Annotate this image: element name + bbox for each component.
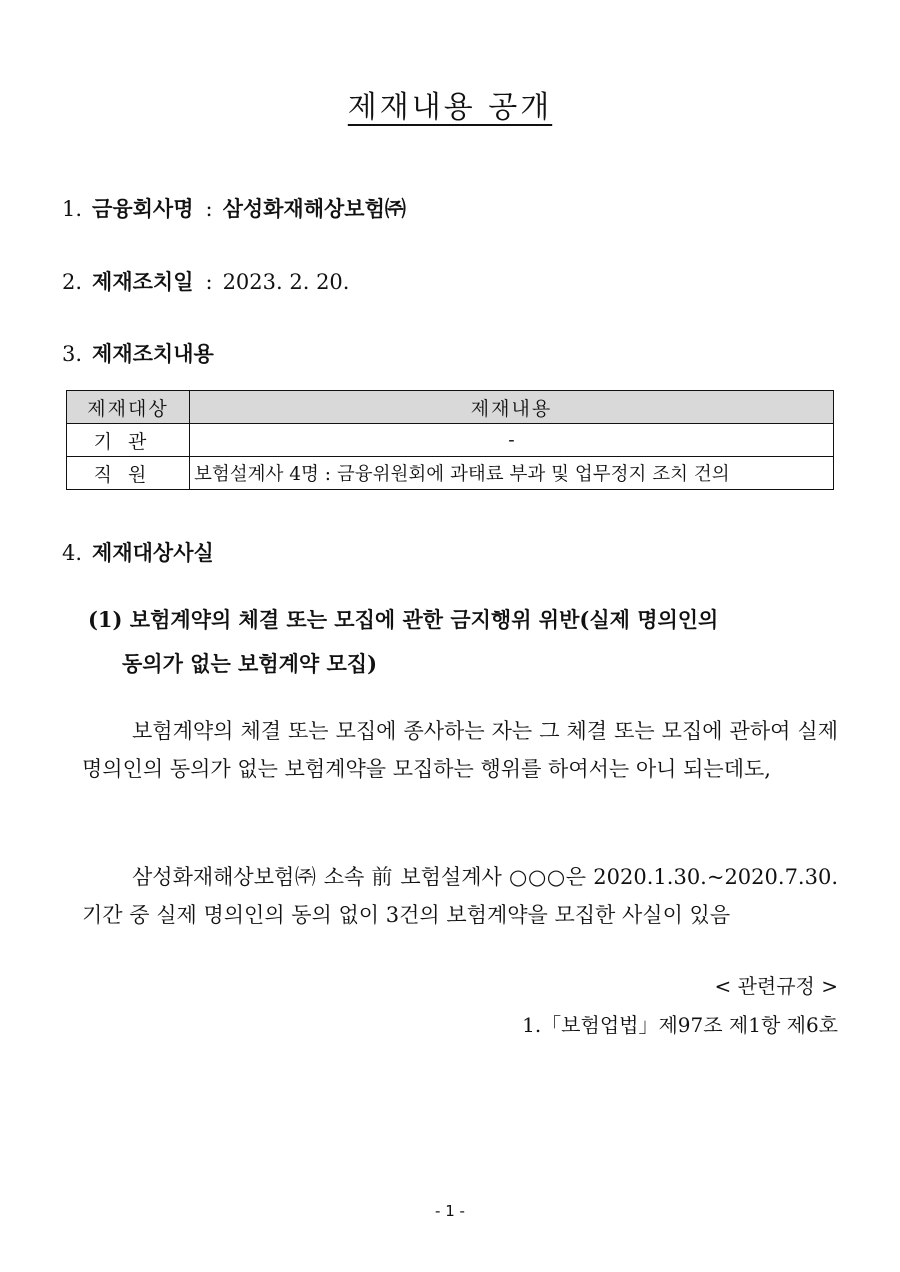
section-content: [62, 338, 214, 368]
table-header-row: [67, 391, 834, 424]
row-target: 직원: [67, 457, 190, 490]
section-number: 4.: [62, 541, 83, 565]
section-number: 1.: [62, 197, 83, 221]
section-label: 제재조치일: [92, 269, 194, 294]
company-name: 삼성화재해상보험㈜: [222, 196, 406, 221]
header-content: 제재내용: [190, 391, 834, 424]
related-item: 1.「보험업법」제97조 제1항 제6호: [522, 1013, 838, 1037]
section-number: 3.: [62, 342, 83, 366]
section-label: 금융회사명: [92, 196, 194, 221]
colon: :: [205, 197, 213, 221]
violation-heading-line2: 동의가 없는 보험계약 모집): [122, 651, 378, 676]
section-label: 제재대상사실: [92, 540, 214, 565]
paragraph-fact: [82, 858, 838, 934]
section-date: [62, 266, 349, 296]
paragraph-fact-text: 삼성화재해상보험㈜ 소속 前 보험설계사 ○○○은 2020.1.30.~2020.7.30. 기간 중 실제 명의인의 동의 없이 3건의 보험계약을 모집한 사실이 있음: [82, 865, 838, 927]
page-title-text: 제재내용 공개: [347, 90, 553, 125]
table-row: [67, 424, 834, 457]
sanction-date: 2023. 2. 20.: [222, 270, 350, 294]
paragraph-rule: [82, 712, 838, 788]
row-content: 보험설계사 4명 : 금융위원회에 과태료 부과 및 업무정지 조치 건의: [190, 457, 834, 490]
page-title: [0, 82, 900, 126]
violation-heading-line1: (1) 보험계약의 체결 또는 모집에 관한 금지행위 위반(실제 명의인의: [88, 607, 719, 632]
paragraph-rule-text: 보험계약의 체결 또는 모집에 종사하는 자는 그 체결 또는 모집에 관하여 실제 명의인의 동의가 없는 보험계약을 모집하는 행위를 하여서는 아니 되는데도,: [82, 719, 838, 781]
related-heading: < 관련규정 >: [714, 974, 838, 998]
section-company: [62, 193, 406, 223]
row-target: 기관: [67, 424, 190, 457]
row-content: -: [190, 424, 834, 457]
header-target: 제재대상: [67, 391, 190, 424]
section-number: 2.: [62, 270, 83, 294]
section-label: 제재조치내용: [92, 341, 214, 366]
page-number: - 1 -: [435, 1202, 465, 1220]
section-facts: [62, 537, 214, 567]
table-row: [67, 457, 834, 490]
colon: :: [205, 270, 213, 294]
violation-heading: [88, 598, 838, 686]
sanction-table: [66, 390, 834, 490]
